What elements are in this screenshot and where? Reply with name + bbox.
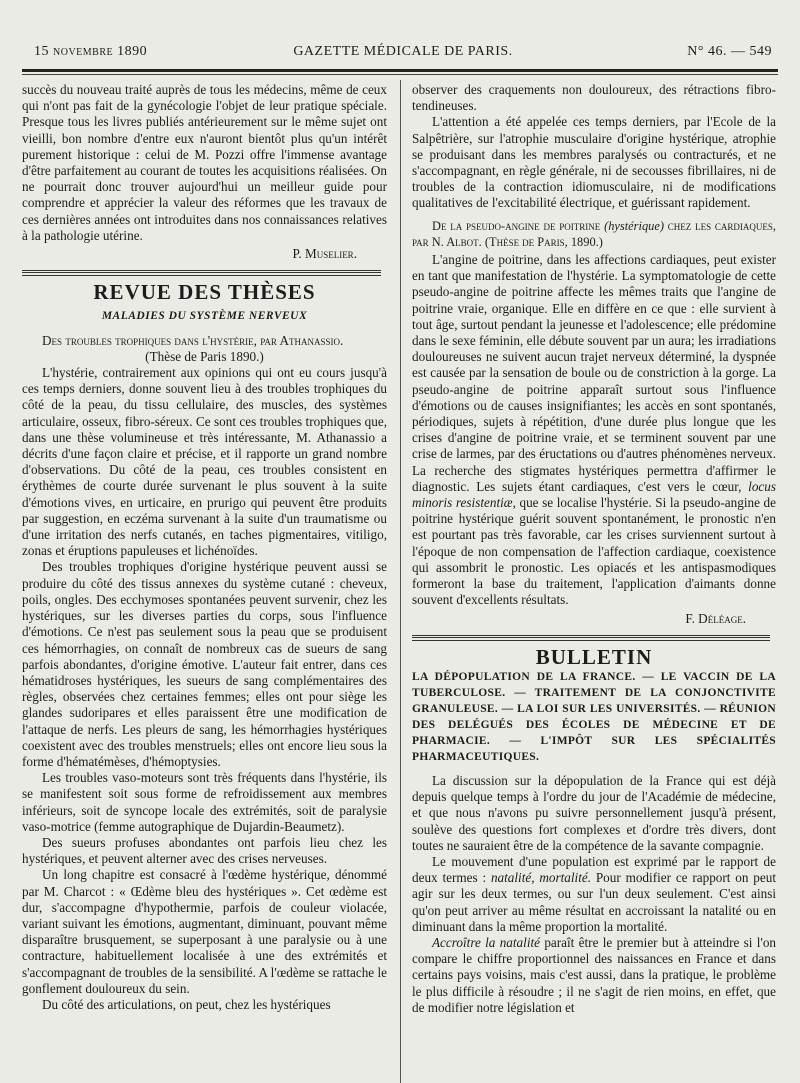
paragraph: Un long chapitre est consacré à l'œdème hystérique, dénommé par M. Charcot : « Œdème bleu des hystériques ». Cet œdème est dur, s'accompagne d'hypothermie, parfois de couleur violacée, variant suivant les émotions, augmentant, diminuant, pouvant même disparaître brusquement, se superposant à une paralysie ou à une contracture, habituellement localisée à une des extrémités et s'accompagnant de troubles de la sensibilité. A l'œdème se rattache le gonflement douloureux du sein. bbox=[22, 867, 387, 996]
bulletin-summary: LA DÉPOPULATION DE LA FRANCE. — LE VACCIN DE LA TUBERCULOSE. — TRAITEMENT DE LA CONJONCTIVITE GRANULEUSE. — LA LOI SUR LES UNIVERSITÉS. — RÉUNION DES DELÉGUÉS DES ÉCOLES DE MÉDECINE ET DE PHARMACIE. — L'IMPÔT SUR LES SPÉCIALITÉS PHARMACEUTIQUES. bbox=[412, 670, 776, 763]
paragraph: Des troubles trophiques d'origine hystérique peuvent aussi se produire du côté des tissus annexes du système cutané : cheveux, poils, ongles. Des ecchymoses spontanées peuvent survenir, chez les hystériques, sur les diverses parties du corps, sous l'influence d'émotions. Ce n'est pas seulement sous la peau que se produisent ces hémorrhagies, on connaît de nombreux cas de sueurs de sang parfois abondantes, d'origine émotive. L'auteur fait entrer, dans ces hématidroses hystériques, les sueurs de sang complémentaires des règles, observées chez certaines femmes; elles ont pour siège les glandes sudoripares et elles paraissent être une modification de l'attaque de nerfs. Les pleurs de sang, les hémorrhagies hystériques coexistent avec des troubles menstruels; elles ont encore lieu sous la forme d'hématémèses, d'hémoptysies. bbox=[22, 559, 387, 769]
emphasis: Accroître la natalité bbox=[432, 934, 540, 950]
issue-date: 15 novembre 1890 bbox=[34, 44, 148, 59]
text: Le mouvement d'une population est exprimé par le rapport de deux termes : bbox=[412, 853, 776, 886]
journal-title: GAZETTE MÉDICALE DE PARIS. bbox=[293, 44, 513, 59]
section-title: REVUE DES THÈSES bbox=[93, 280, 316, 305]
text: que se localise l'hystérie. Si la pseudo-angine de poitrine hystérique guérit souvent spontanément, le pronostic n'en est pourtant pas très favorable, car les crises surviennent surtout à l'époque de non compensation de l'affection cardiaque, coexistence qui assombrit le pronostic. Les opiacés et les antispasmodiques formeront la base du traitement, l'application d'aimants donne souvent d'excellents résultats. bbox=[412, 495, 776, 608]
paragraph: L'attention a été appelée ces temps derniers, par l'Ecole de la Salpêtrière, sur l'atrophie musculaire d'origine hystérique, atrophie se produisant dans les membres paralysés ou contracturés, et ne s'accompagnant, en règle générale, ni de secousses fibrillaires, ni de troubles de la contraction idiomusculaire, ni de modifications qualitatives de l'excitabilité électrique, et guérissant rapidement. bbox=[412, 114, 776, 211]
text: L'angine de poitrine, dans les affections cardiaques, peut exister en tant que manifestation de l'hystérie. La symptomatologie de cette pseudo-angine de poitrine affecte les mêmes traits que l'angine de poitrine vraie, organique. Elle en diffère en ce que : elle survient à tout âge, surtout pendant la jeunesse et l'adolescence; elle prédomine dans le sexe féminin, elle débute souvent par un aura; les irradiations douloureuses ne suivent aucun trajet nerveux déterminé, la dyspnée est causée par la sensation de boule ou de constriction à la gorge. La pseudo-angine de poitrine apparaît surtout sous l'influence d'émotions ou de causes insignifiantes; les accès en sont spontanés, périodiques, sujets à répétition, d'une durée plus longue que les crises d'angine de poitrine vraie, et se terminent souvent par une crise de larmes, par des éructations ou d'autres phénomènes nerveux. La recherche des stigmates hystériques permettra d'affirmer le diagnostic. Les sujets étant cardiaques, c'est vers le cœur, bbox=[412, 252, 777, 494]
emphasis: natalité, mortalité. bbox=[490, 870, 592, 886]
header-rule-thin bbox=[22, 74, 778, 75]
paragraph bbox=[412, 854, 776, 935]
thesis-title: Des troubles trophiques dans l'hystérie, par Athanassio. bbox=[42, 332, 344, 348]
section-separator bbox=[22, 270, 381, 276]
page-number: N° 46. — 549 bbox=[687, 44, 772, 59]
signature: F. Déléage. bbox=[685, 610, 746, 626]
thesis-title bbox=[412, 218, 776, 250]
signature: P. Muselier. bbox=[292, 246, 357, 262]
text: paraît être le premier but à atteindre si l'on compare le chiffre proportionnel des naissances en France et dans certains pays voisins, mais c'est aussi, dans la pratique, le problème le plus difficile à résoudre ; il ne s'agit de rien moins, en effet, que de modifier notre législation et bbox=[412, 934, 777, 1015]
section-separator bbox=[412, 635, 770, 641]
text: Pour modifier ce rapport on peut agir sur les deux termes, ou sur l'un deux seulement. C'est ainsi qu'on peut arriver au même résultat en accroissant la natalité ou en diminuant dans la même proportion la mortalité. bbox=[412, 870, 776, 934]
paragraph: Du côté des articulations, on peut, chez les hystériques bbox=[42, 996, 331, 1012]
thesis-title-a: De la pseudo-angine de poitrine bbox=[432, 218, 601, 233]
header-rule-thick bbox=[22, 69, 778, 72]
page-header bbox=[34, 40, 772, 66]
paragraph: observer des craquements non douloureux, des rétractions fibro-tendineuses. bbox=[412, 82, 776, 114]
paragraph: Des sueurs profuses abondantes ont parfois lieu chez les hystériques, et peuvent alterner avec des crises nerveuses. bbox=[22, 834, 387, 867]
section-subheading: MALADIES DU SYSTÈME NERVEUX bbox=[101, 310, 308, 323]
left-column bbox=[22, 82, 387, 1013]
right-column bbox=[412, 82, 776, 1016]
thesis-source: (Thèse de Paris 1890.) bbox=[145, 348, 264, 364]
column-divider bbox=[400, 80, 401, 1083]
paragraph bbox=[412, 252, 776, 608]
emphasis: locus minoris resistentiæ, bbox=[412, 478, 777, 511]
paragraph: L'hystérie, contrairement aux opinions qui ont eu cours jusqu'à ces temps derniers, donne souvent lieu à des troubles trophiques du côté de la peau, du tissu cellulaire, des muscles, des systèmes articulaire, osseux, fibro-séreux. Ce sont ces troubles trophiques que, dans une thèse volumineuse et très intéressante, M. Athanassio a décrits d'une façon claire et précise, et il rapporte un grand nombre d'observations. Du côté de la peau, ces troubles consistent en érythèmes de courte durée survenant le plus souvent à la suite d'émotions vives, en urticaire, en prurigo qui peuvent être produits par suggestion, en eczéma survenant à la suite d'un traumatisme ou d'une irritation des nerfs cutanés, en taches pigmentaires, vitiligo, zonas et éruptions papuleuses et lichénoïdes. bbox=[22, 365, 387, 559]
bulletin-title: BULLETIN bbox=[535, 644, 653, 669]
thesis-title-c: chez les cardiaques, par N. Albot. (Thèse de Paris, 1890.) bbox=[412, 218, 776, 249]
paragraph bbox=[412, 935, 776, 1016]
paragraph: La discussion sur la dépopulation de la France qui est déjà depuis quelque temps à l'ordre du jour de l'Académie de médecine, et que nous n'avons pu suivre personnellement jusqu'à présent, soulève des questions fort complexes et d'ordre très divers, dont toutes ne sauraient être de la compétence de la savante compagnie. bbox=[412, 772, 776, 853]
thesis-title-b: (hystérique) bbox=[604, 218, 664, 233]
paragraph: Les troubles vaso-moteurs sont très fréquents dans l'hystérie, ils se manifestent soit sous forme de refroidissement aux membres inférieurs, soit de syncope locale des extrémités, soit de paralysie vaso-motrice (femme autographique de Dujardin-Beaumetz). bbox=[22, 770, 387, 834]
paragraph: succès du nouveau traité auprès de tous les médecins, même de ceux qui n'ont pas fait de la gynécologie l'objet de leur pratique spéciale. Presque tous les livres publiés antérieurement sur le même sujet ont vieilli, bon nombre d'entre eux n'auront bientôt plus qu'un intérêt purement historique : celui de M. Pozzi offre l'immense avantage d'être parfaitement au courant de toutes les acquisitions réalisées. On ne pourrait donc trouver aujourd'hui un meilleur guide pour comprendre et apprécier la valeur des réformes que les travaux de ces dernières années ont introduites dans nos connaissances relatives à la pathologie utérine. bbox=[22, 82, 387, 243]
